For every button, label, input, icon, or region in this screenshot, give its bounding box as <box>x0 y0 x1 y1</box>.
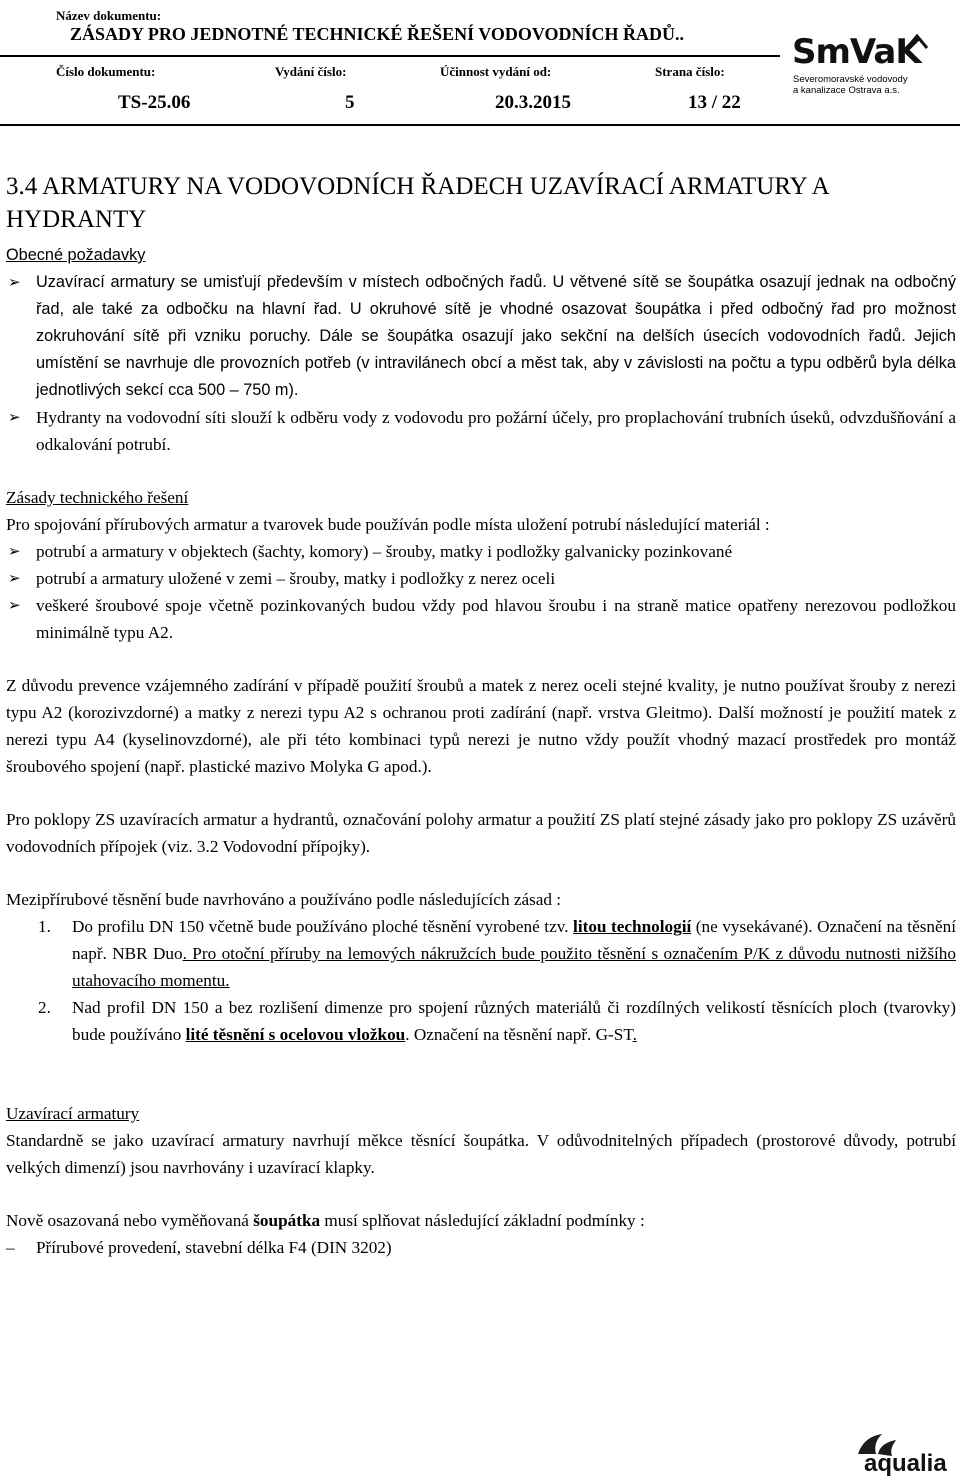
effective-label: Účinnost vydání od: <box>440 64 552 79</box>
doc-name-label: Název dokumentu: <box>56 8 162 23</box>
section-title: 3.4 ARMATURY NA VODOVODNÍCH ŘADECH UZAVÍRACÍ ARMATURY A HYDRANTY <box>6 173 829 233</box>
list-item: 2. Nad profil DN 150 a bez rozlišení dimenze pro spojení různých materiálů či rozdílných velikostí těsnících ploch (tvarovky) bude používáno lité těsnění s ocelovou vložkou. Označení na těsnění např. G-ST. <box>38 998 956 1044</box>
doc-number-label: Číslo dokumentu: <box>56 64 156 79</box>
list-item: ➢ Uzavírací armatury se umisťují především v místech odbočných řadů. U větvené sítě se šoupátka osazují jednak na odbočný řad, ale také za odbočku na hlavní řad. U okruhové sítě je vhodné osazovat šoupátka i před odbočný řad pro možnost zokruhování sítě při vzniku poruchy. Dále se šoupátka osazují jako sekční na delších úsecích vodovodních řadů. Jejich umístění se navrhuje dle provozních potřeb (v intravilánech obcí a měst tak, aby v závislosti na počtu a typu odběrů byla délka jednotlivých sekcí cca 500 – 750 m). <box>6 269 956 404</box>
page-content <box>6 170 956 1261</box>
new-valves-line: Nově osazovaná nebo vyměňovaná šoupátka musí splňovat následující základní podmínky : <box>6 1211 645 1230</box>
list-item: ➢ potrubí a armatury v objektech (šachty, komory) – šrouby, matky i podložky galvanicky pozinkované <box>6 538 956 565</box>
general-list <box>6 269 956 458</box>
roof-icon <box>906 34 928 50</box>
doc-number: TS-25.06 <box>118 92 191 113</box>
general-heading: Obecné požadavky <box>6 246 146 264</box>
smvak-logo <box>790 32 960 96</box>
issue-label: Vydání číslo: <box>275 64 347 79</box>
list-item: ➢ potrubí a armatury uložené v zemi – šrouby, matky i podložky z nerez oceli <box>6 565 956 592</box>
technical-heading: Zásady technického řešení <box>6 488 189 507</box>
document-header <box>0 0 960 128</box>
page-number: 13 / 22 <box>688 92 741 113</box>
valves-heading: Uzavírací armatury <box>6 1104 140 1123</box>
effective-date: 20.3.2015 <box>495 92 571 113</box>
aqualia-logo-text: aqualia <box>864 1450 947 1477</box>
valves-paragraph: Standardně se jako uzavírací armatury navrhují měkce těsnící šoupátka. V odůvodnitelných případech (prostorové důvody, potrubí velkých dimenzí) jsou navrhovány i uzavírací klapky. <box>6 1131 956 1177</box>
doc-name: ZÁSADY PRO JEDNOTNÉ TECHNICKÉ ŘEŠENÍ VODOVODNÍCH ŘADŮ.. <box>70 24 685 44</box>
list-item: ➢ veškeré šroubové spoje včetně pozinkovaných budou vždy pod hlavou šroubu i na straně matice opatřeny nerezovou podložkou minimálně typu A2. <box>6 592 956 646</box>
technical-list <box>6 538 956 646</box>
page-label: Strana číslo: <box>655 64 725 79</box>
gasket-list <box>6 913 956 1048</box>
smvak-logo-sub1: Severomoravské vodovody <box>793 74 908 85</box>
header-divider <box>0 55 780 57</box>
technical-intro: Pro spojování přírubových armatur a tvarovek bude používán podle místa uložení potrubí následující materiál : <box>6 515 770 534</box>
header-bottom-rule <box>0 124 960 126</box>
dash-list-item: – Přírubové provedení, stavební délka F4 (DIN 3202) <box>6 1234 956 1261</box>
prevention-paragraph: Z důvodu prevence vzájemného zadírání v případě použití šroubů a matek z nerez oceli stejné kvality, je nutno používat šrouby z nerezi typu A2 (korozivzdorné) a matky z nerezi typu A2 s ochranou proti zadírání (např. vrstva Gleitmo). Další možností je použití matek z nerezi typu A4 (kyselinovzdorné), ale při této kombinaci typů nerezi je nutno vždy použít vhodný mazací prostředek pro montáž šroubového spojení (např. plastické mazivo Molyka G apod.). <box>6 676 956 776</box>
list-item: 1. Do profilu DN 150 včetně bude používáno ploché těsnění vyrobené tzv. litou technologií (ne vysekávané). Označení na těsnění např. NBR Duo. Pro otoční příruby na lemových nákružcích bude použito těsnění s označením P/K z důvodu nutnosti nižšího utahovacího momentu. <box>38 917 956 990</box>
list-item: ➢ Hydranty na vodovodní síti slouží k odběru vody z vodovodu pro požární účely, pro proplachování trubních úseků, odvzdušňování a odkalování potrubí. <box>6 404 956 458</box>
smvak-logo-sub2: a kanalizace Ostrava a.s. <box>793 85 900 96</box>
issue-number: 5 <box>345 92 355 113</box>
gasket-intro: Mezipřírubové těsnění bude navrhováno a používáno podle následujících zásad : <box>6 890 562 909</box>
aqualia-logo <box>850 1432 960 1482</box>
covers-paragraph: Pro poklopy ZS uzavíracích armatur a hydrantů, označování polohy armatur a použití ZS platí stejné zásady jako pro poklopy ZS uzávěrů vodovodních přípojek (viz. 3.2 Vodovodní přípojky). <box>6 810 956 856</box>
smvak-logo-text: SmVaK <box>792 32 921 72</box>
